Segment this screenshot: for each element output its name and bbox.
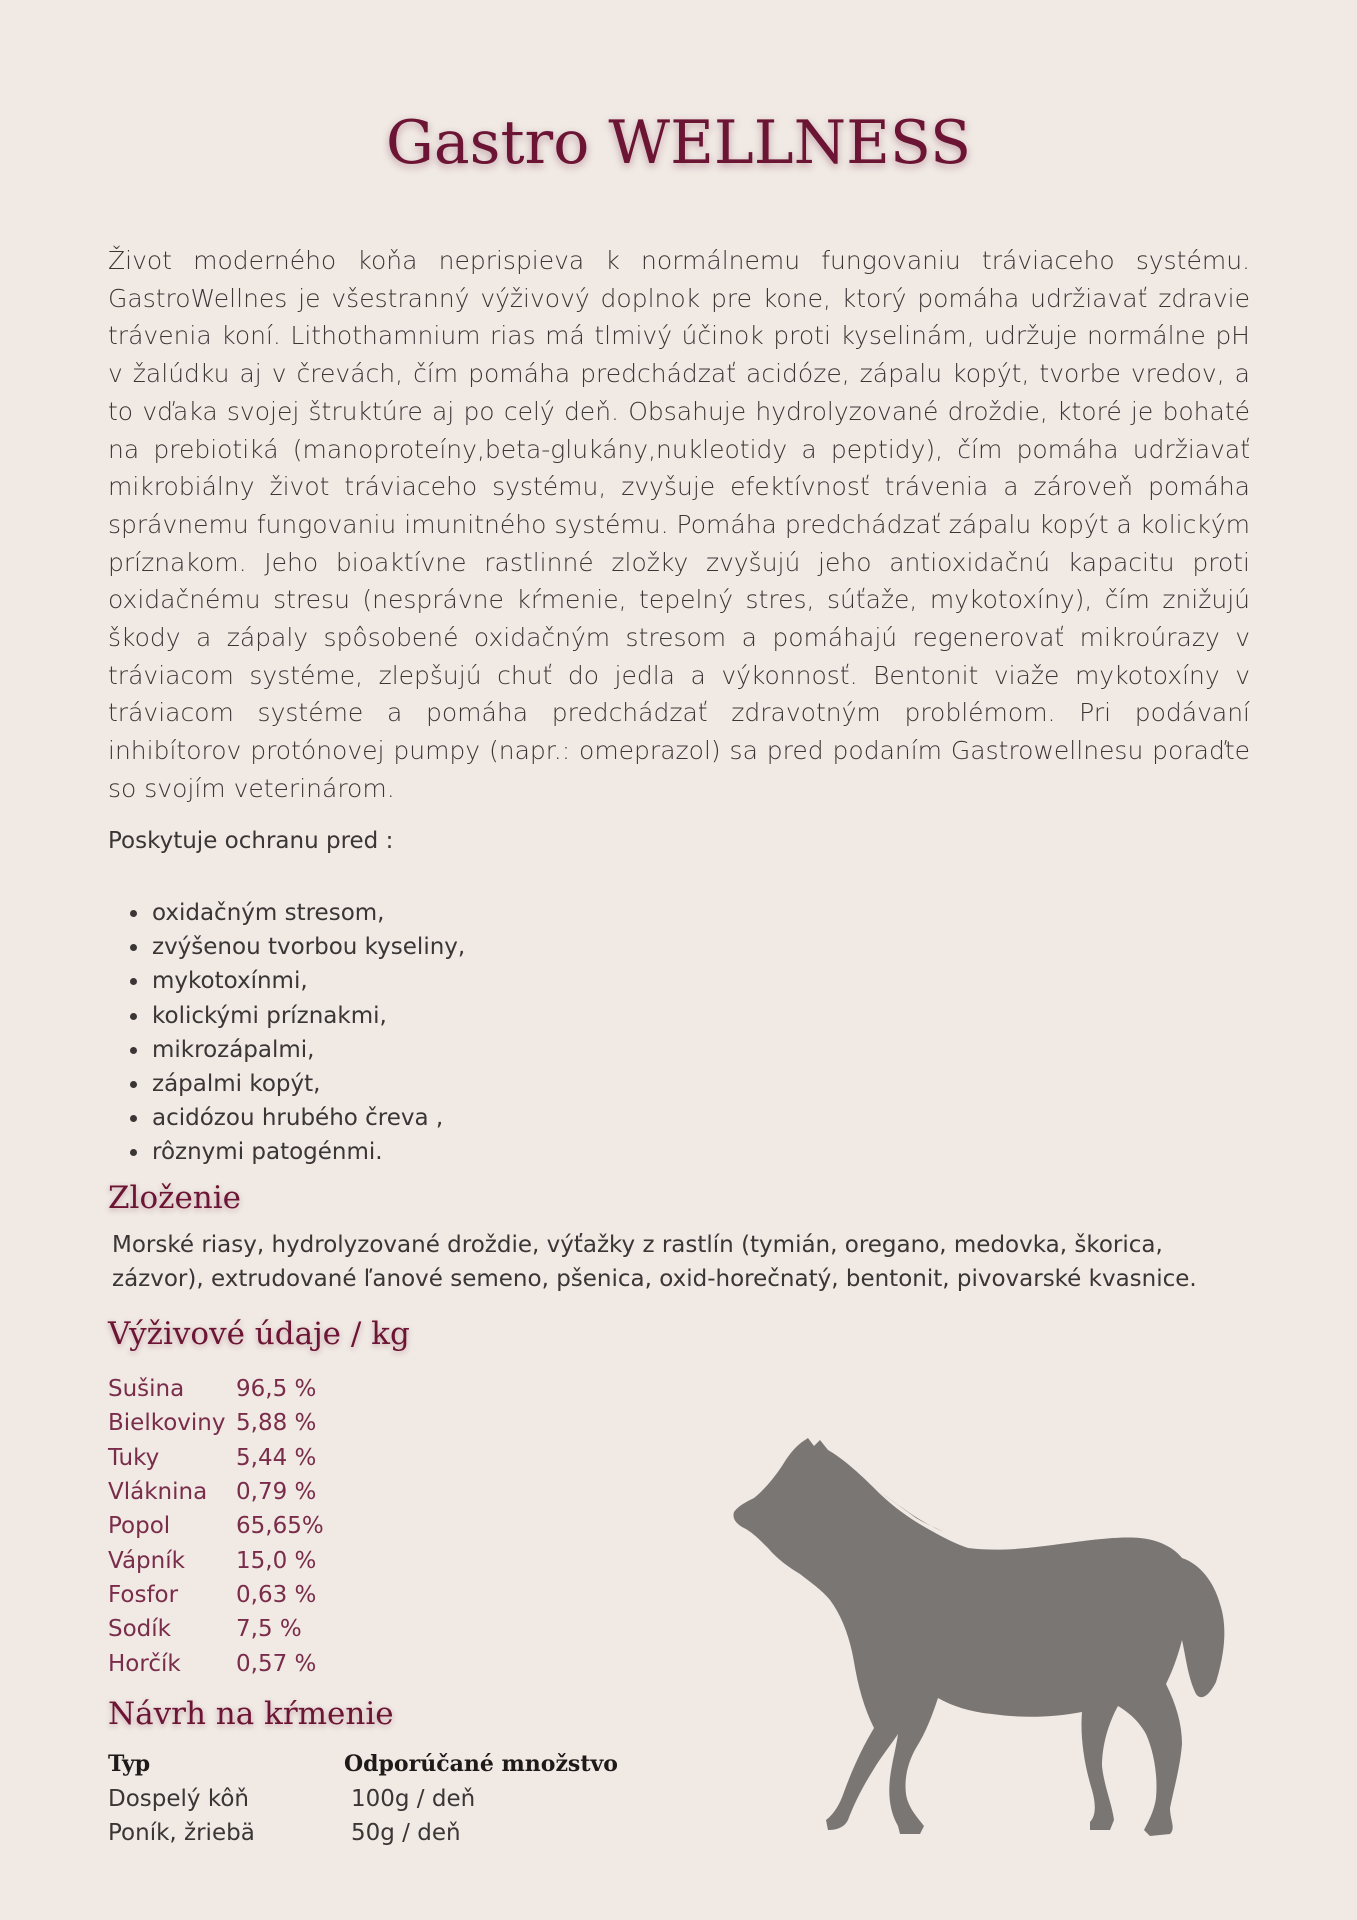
protection-label: Poskytuje ochranu pred : <box>108 828 394 854</box>
intro-paragraph: Život moderného koňa neprispieva k normálnemu fungovaniu tráviaceho systému. GastroWellnes je všestranný výživový doplnok pre kone, ktorý pomáha udržiavať zdravie trávenia koní. Lithothamnium rias má tlmivý účinok proti kyselinám, udržuje normálne pH v žalúdku aj v črevách, čím pomáha predchádzať acidóze, zápalu kopýt, tvorbe vredov, a to vďaka svojej štruktúre aj po celý deň. Obsahuje hydrolyzované droždie, ktoré je bohaté na prebiotiká (manoproteíny,beta-glukány,nukleotidy a peptidy), čím pomáha udržiavať mikrobiálny život tráviaceho systému, zvyšuje efektívnosť trávenia a zároveň pomáha správnemu fungovaniu imunitného systému. Pomáha predchádzať zápalu kopýt a kolickým príznakom. Jeho bioaktívne rastlinné zložky zvyšujú jeho antioxidačnú kapacitu proti oxidačnému stresu (nesprávne kŕmenie, tepelný stres, súťaže, mykotoxíny), čím znižujú škody a zápaly spôsobené oxidačným stresom a pomáhajú regenerovať mikroúrazy v tráviacom systéme, zlepšujú chuť do jedla a výkonnosť. Bentonit viaže mykotoxíny v tráviacom systéme a pomáha predchádzať zdravotným problémom. Pri podávaní inhibítorov protónovej pumpy (napr.: omeprazol) sa pred podaním Gastrowellnesu poraďte so svojím veterinárom. <box>108 246 1250 803</box>
list-item: • oxidačným stresom, <box>150 896 465 930</box>
table-row <box>108 1782 618 1816</box>
table-row <box>108 1816 618 1850</box>
nutrient-name: Vápník <box>108 1547 185 1574</box>
table-row <box>108 1441 324 1475</box>
column-header-amount: Odporúčané množstvo <box>344 1751 618 1777</box>
table-row <box>108 1475 324 1509</box>
nutrient-name: Bielkoviny <box>108 1410 226 1437</box>
list-item: • kolickými príznakmi, <box>150 999 465 1033</box>
feeding-table <box>108 1746 618 1850</box>
nutrient-name: Sušina <box>108 1376 185 1403</box>
nutrient-value: 0,79 % <box>236 1479 317 1506</box>
nutrient-name: Fosfor <box>108 1581 179 1608</box>
protection-list <box>108 896 465 1170</box>
table-row <box>108 1612 324 1646</box>
nutrient-value: 5,88 % <box>236 1410 317 1437</box>
list-item: • rôznymi patogénmi. <box>150 1135 465 1169</box>
composition-text: Morské riasy, hydrolyzované droždie, výťažky z rastlín (tymián, oregano, medovka, škorica, zázvor), extrudované ľanové semeno, pšenica, oxid-horečnatý, bentonit, pivovarské kvasnice. <box>112 1232 1197 1292</box>
table-row <box>108 1543 324 1577</box>
nutrient-value: 5,44 % <box>236 1444 317 1471</box>
nutrient-value: 15,0 % <box>236 1547 317 1574</box>
table-row <box>108 1646 324 1680</box>
feeding-amount: 100g / deň <box>351 1786 476 1812</box>
nutrient-value: 0,57 % <box>236 1650 317 1677</box>
table-row <box>108 1372 324 1406</box>
feeding-amount: 50g / deň <box>351 1820 461 1846</box>
feeding-type: Poník, žriebä <box>108 1820 255 1846</box>
nutrient-name: Vláknina <box>108 1479 208 1506</box>
table-row <box>108 1509 324 1543</box>
list-item: • acidózou hrubého čreva , <box>150 1101 465 1135</box>
list-item: • zápalmi kopýt, <box>150 1067 465 1101</box>
nutrition-heading: Výživové údaje / kg <box>108 1316 410 1352</box>
nutrient-value: 7,5 % <box>236 1616 302 1643</box>
nutrient-name: Tuky <box>108 1444 160 1471</box>
composition-heading: Zloženie <box>108 1180 242 1216</box>
nutrient-name: Horčík <box>108 1650 181 1677</box>
nutrient-value: 96,5 % <box>236 1376 317 1403</box>
nutrient-value: 65,65% <box>236 1513 324 1540</box>
list-item: • zvýšenou tvorbou kyseliny, <box>150 930 465 964</box>
nutrient-name: Popol <box>108 1513 171 1540</box>
list-item: • mykotoxínmi, <box>150 964 465 998</box>
nutrient-value: 0,63 % <box>236 1581 317 1608</box>
feeding-heading: Návrh na kŕmenie <box>108 1696 394 1732</box>
nutrient-name: Sodík <box>108 1616 171 1643</box>
table-header-row <box>108 1746 618 1782</box>
table-row <box>108 1578 324 1612</box>
feeding-type: Dospelý kôň <box>108 1786 249 1812</box>
horse-silhouette-icon <box>730 1432 1230 1852</box>
nutrition-table <box>108 1372 324 1681</box>
column-header-type: Typ <box>108 1751 151 1777</box>
page-title: Gastro WELLNESS <box>385 108 972 178</box>
table-row <box>108 1406 324 1440</box>
list-item: • mikrozápalmi, <box>150 1033 465 1067</box>
